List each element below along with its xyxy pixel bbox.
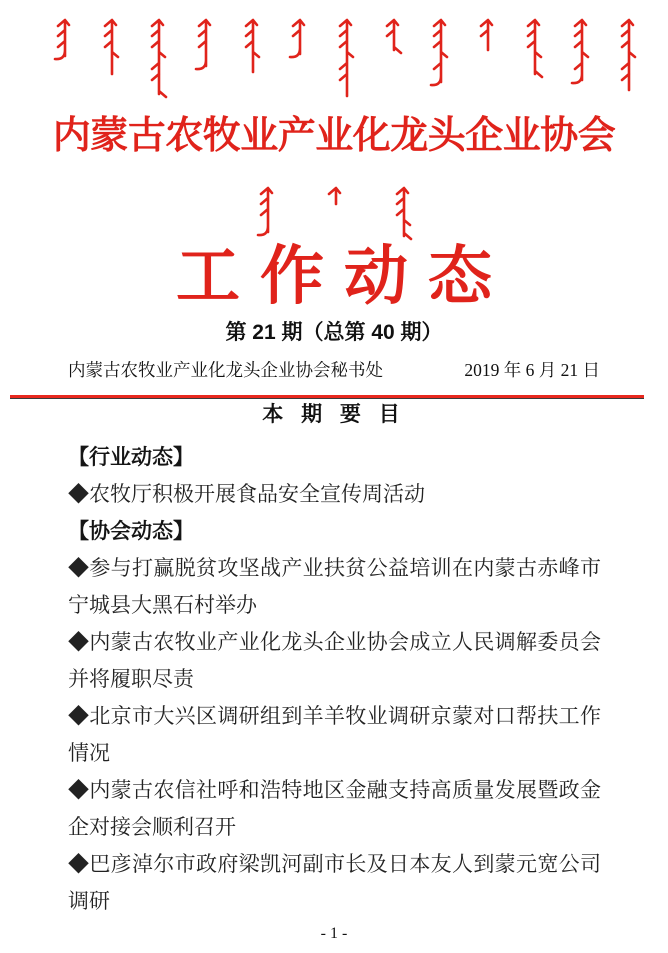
toc-item: ◆农牧厅积极开展食品安全宣传周活动: [68, 482, 425, 506]
mongolian-script-word-icon: [522, 16, 544, 80]
section-label: 【行业动态】: [68, 446, 194, 469]
mongolian-script-word-icon: [391, 184, 413, 242]
mongolian-script-word-icon: [616, 16, 638, 96]
publish-date: 2019 年 6 月 21 日: [464, 360, 600, 380]
toc-item: ◆北京市大兴区调研组到羊羊牧业调研京蒙对口帮扶工作情况: [68, 704, 601, 765]
mongolian-script-word-icon: [428, 16, 450, 88]
organization-title: 内蒙古农牧业产业化龙头企业协会: [52, 115, 616, 157]
mongolian-script-word-icon: [323, 184, 345, 210]
mongolian-script-word-icon: [475, 16, 497, 56]
mongolian-script-word-icon: [287, 16, 309, 60]
issue-number: 第 21 期（总第 40 期）: [225, 321, 443, 344]
publisher-name: 内蒙古农牧业产业化龙头企业协会秘书处: [68, 360, 383, 380]
toc-item: ◆参与打赢脱贫攻坚战产业扶贫公益培训在内蒙古赤峰市宁城县大黑石村举办: [68, 556, 601, 617]
mongolian-script-top-row: [0, 0, 668, 106]
mongolian-script-word-icon: [569, 16, 591, 86]
toc-item: ◆内蒙古农信社呼和浩特地区金融支持高质量发展暨政金企对接会顺利召开: [68, 778, 601, 839]
publisher-row: [68, 358, 600, 382]
mongolian-script-word-icon: [193, 16, 215, 72]
mongolian-script-word-icon: [52, 16, 74, 62]
mongolian-script-word-icon: [146, 16, 168, 100]
mongolian-script-word-icon: [334, 16, 356, 102]
section-label: 【协会动态】: [68, 520, 194, 543]
toc-item: ◆内蒙古农牧业产业化龙头企业协会成立人民调解委员会并将履职尽责: [68, 630, 601, 691]
toc-item: ◆巴彦淖尔市政府梁凯河副市长及日本友人到蒙元宽公司调研: [68, 852, 601, 913]
mongolian-script-word-icon: [99, 16, 121, 80]
bulletin-title: 工作动态: [176, 241, 512, 312]
mongolian-script-word-icon: [381, 16, 403, 56]
toc-heading: 本 期 要 目: [262, 403, 406, 426]
page-number: - 1 -: [320, 925, 348, 942]
mongolian-script-word-icon: [255, 184, 277, 238]
red-divider-rule: [10, 395, 644, 399]
mongolian-script-subtitle-row: [0, 184, 668, 242]
mongolian-script-word-icon: [240, 16, 262, 78]
contents-list: [68, 439, 601, 920]
